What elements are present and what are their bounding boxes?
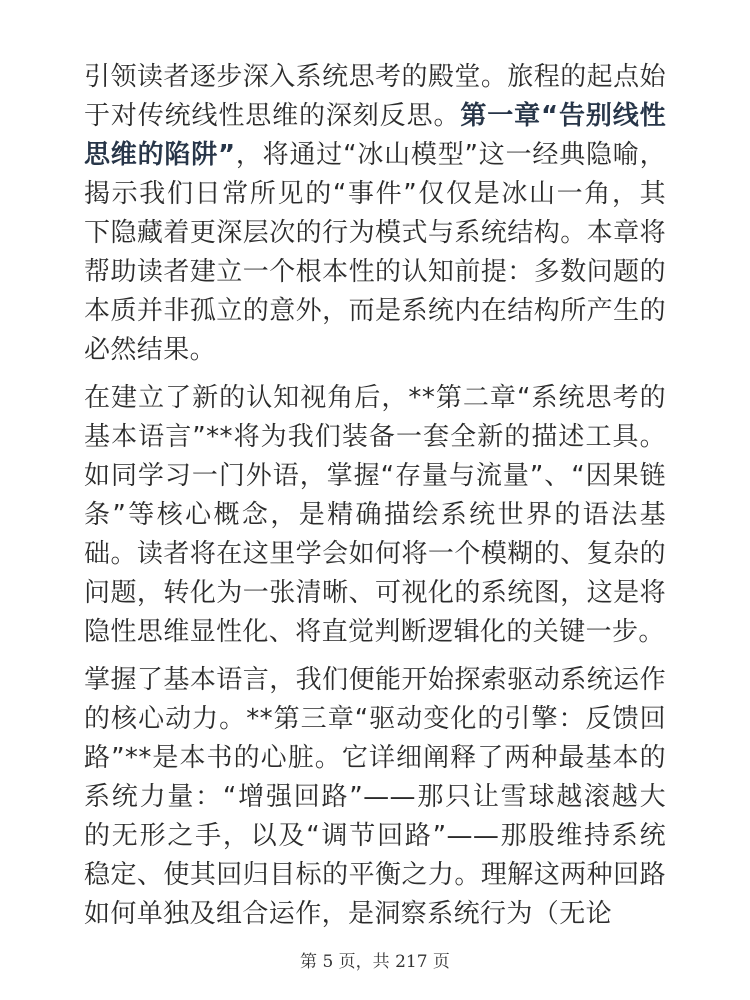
paragraph-lead-text: 引领读者逐步深入系统思考的殿堂。旅程的起点始于对传统线性思维的深刻反思。 (84, 62, 666, 131)
paragraph-chapter-two: 在建立了新的认知视角后，**第二章“系统思考的基本语言”**将为我们装备一套全新的描述工具。如同学习一门外语，掌握“存量与流量”、“因果链条”等核心概念，是精确描绘系统世界的语法基础。读者将在这里学会如何将一个模糊的、复杂的问题，转化为一张清晰、可视化的系统图，这是将隐性思维显性化、将直觉判断逻辑化的关键一步。 (84, 383, 666, 647)
chapter-one-title: 第一章“告别线性思维的陷阱” (84, 101, 666, 170)
paragraph-chapter-three: 掌握了基本语言，我们便能开始探索驱动系统运作的核心动力。**第三章“驱动变化的引擎：反馈回路”**是本书的心脏。它详细阐释了两种最基本的系统力量：“增强回路”——那只让雪球越滚越大的无形之手，以及“调节回路”——那股维持系统稳定、使其回归目标的平衡之力。理解这两种回路如何单独及组合运作，是洞察系统行为（无论 (84, 665, 666, 929)
page-body (84, 58, 666, 943)
paragraph-chapter-one (84, 58, 666, 370)
page-footer: 第 5 页，共 217 页 (300, 952, 450, 972)
paragraph-rest-text: ，将通过“冰山模型”这一经典隐喻，揭示我们日常所见的“事件”仅仅是冰山一角，其下隐藏着更深层次的行为模式与系统结构。本章将帮助读者建立一个根本性的认知前提：多数问题的本质并非孤立的意外，而是系统内在结构所产生的必然结果。 (84, 140, 666, 365)
